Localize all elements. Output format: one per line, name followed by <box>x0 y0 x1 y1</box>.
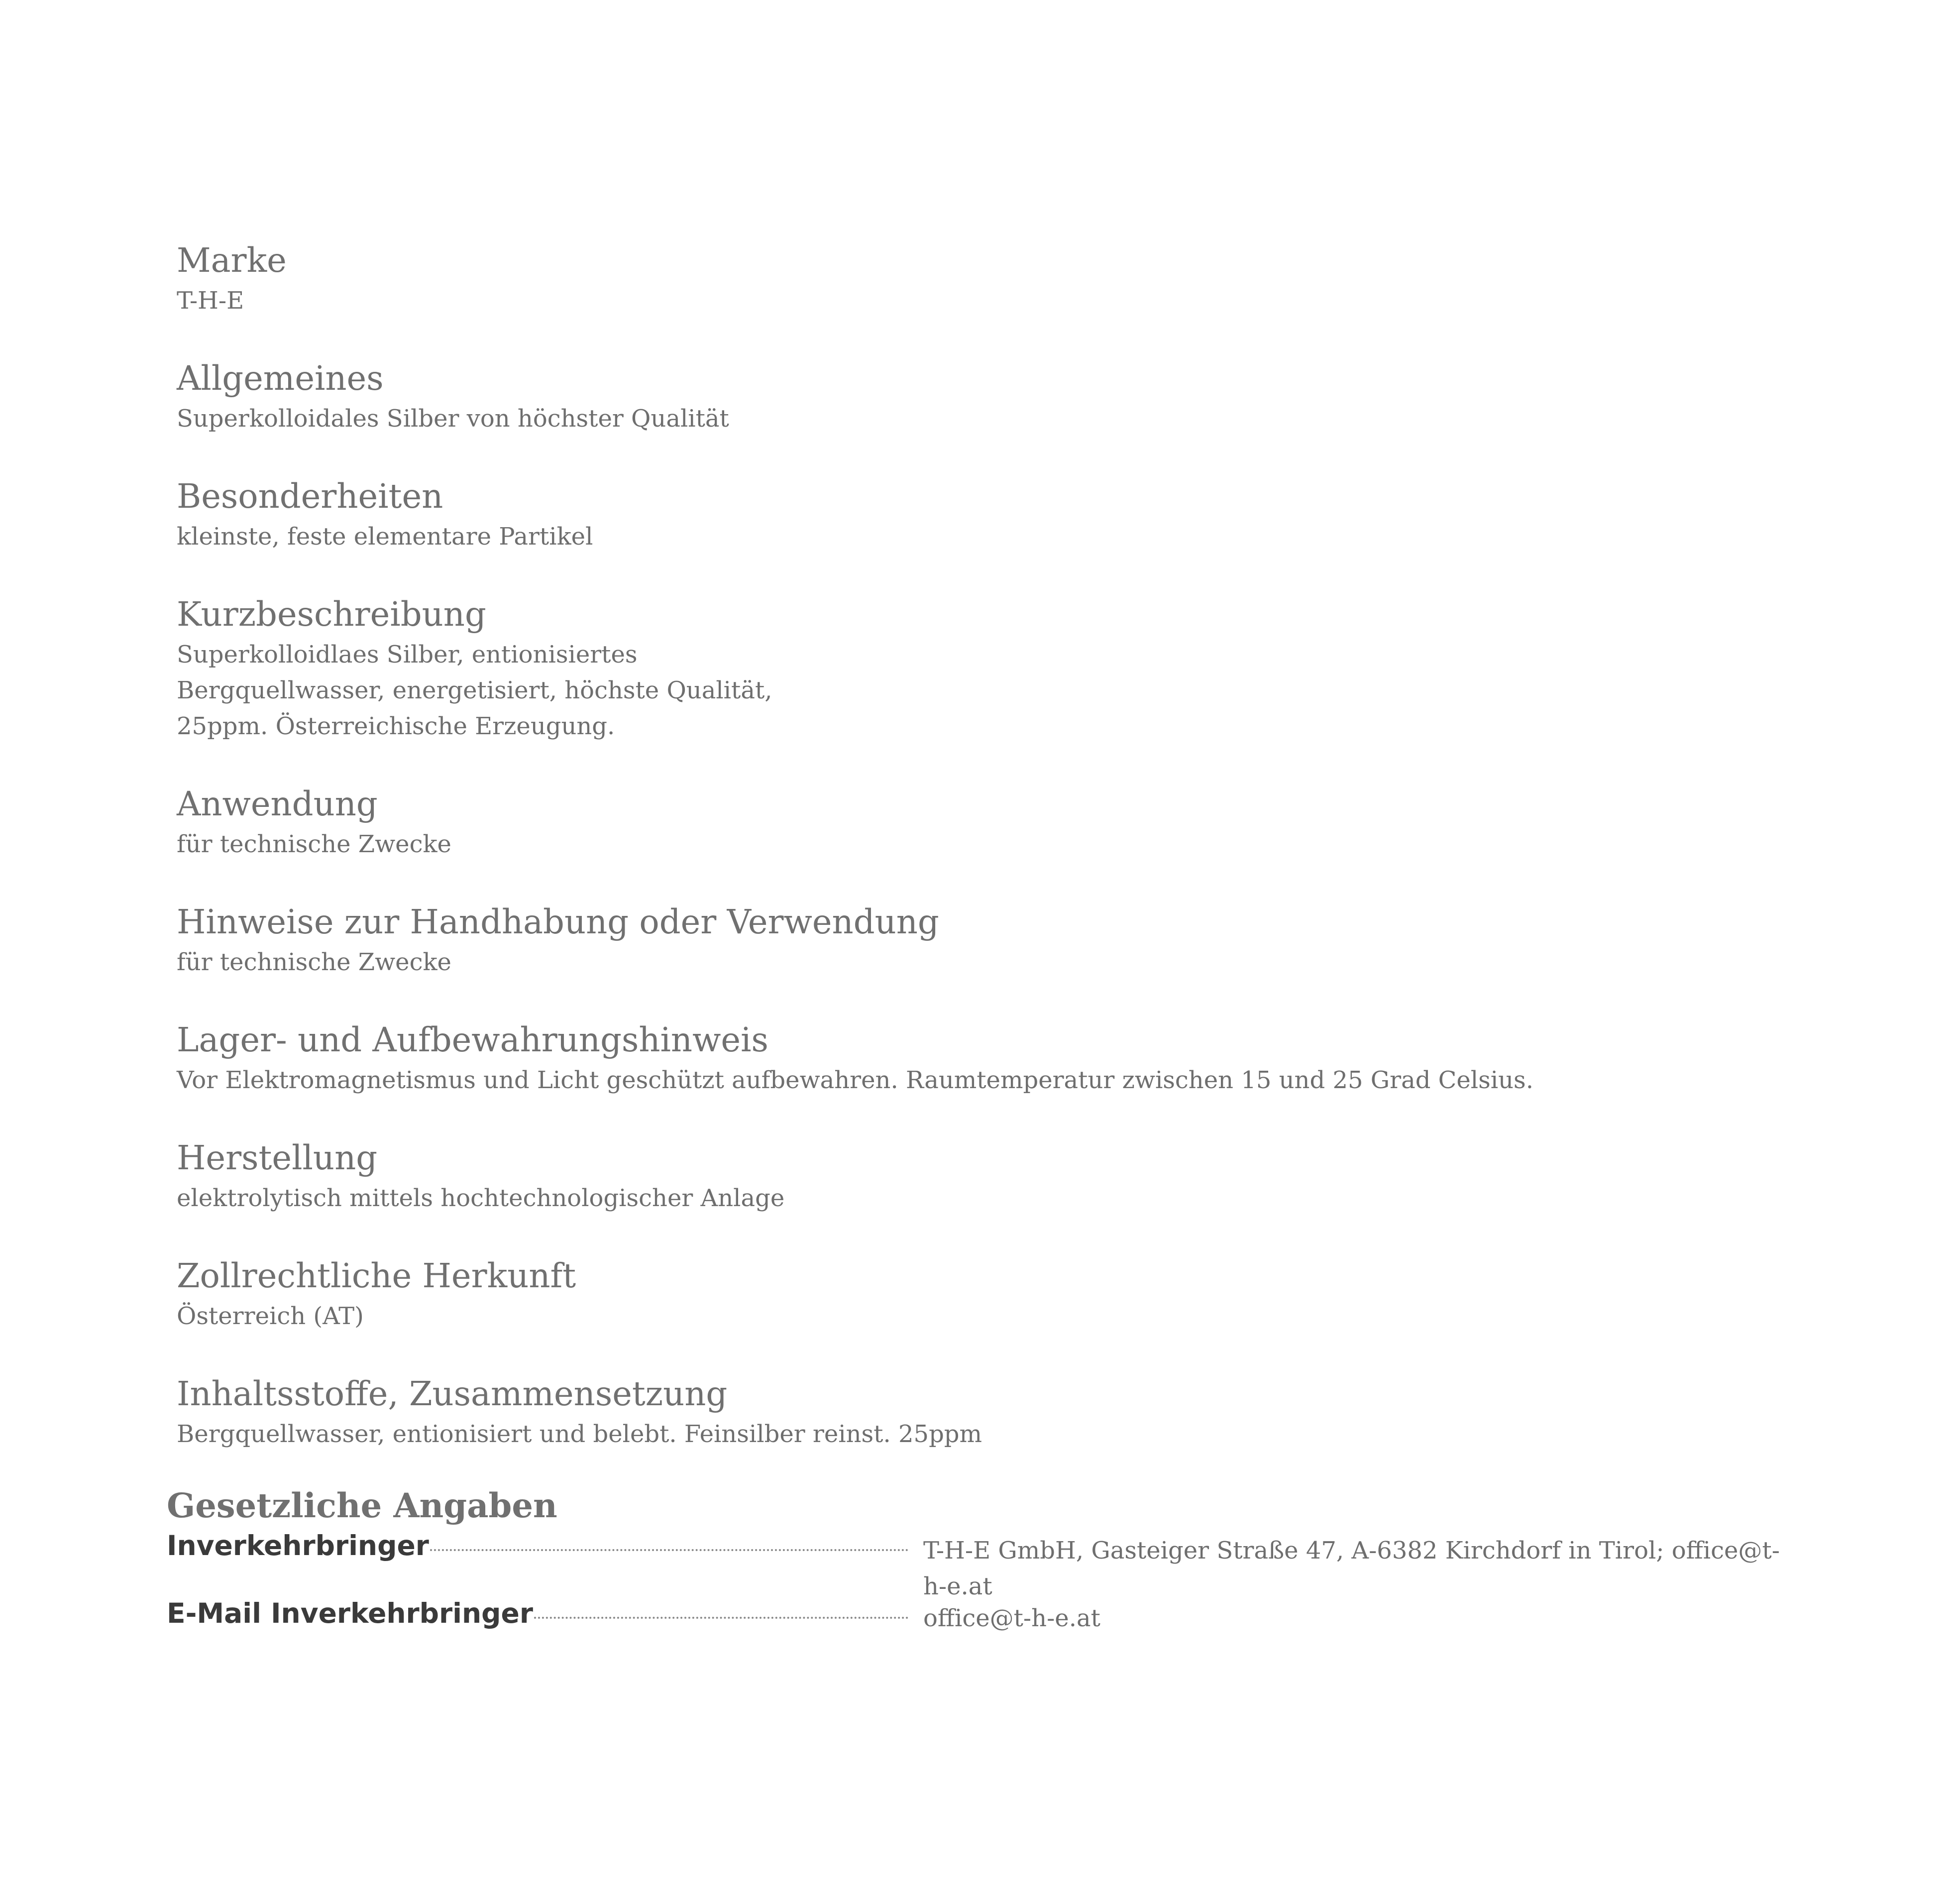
section-heading: Herstellung <box>177 1138 378 1177</box>
legal-row-email <box>167 1595 1784 1636</box>
section-inhaltsstoffe <box>177 1371 1819 1452</box>
legal-value: office@t-h-e.at <box>923 1604 1100 1632</box>
section-text: T-H-E <box>177 287 244 315</box>
dotted-leader <box>534 1617 908 1619</box>
legal-label: Inverkehrbringer <box>167 1530 429 1562</box>
section-heading: Hinweise zur Handhabung oder Verwendung <box>177 902 939 941</box>
section-herstellung <box>177 1135 1819 1216</box>
legal-label-wrap <box>167 1595 913 1631</box>
section-text: Bergquellwasser, entionisiert und belebt. Feinsilber reinst. 25ppm <box>177 1420 982 1448</box>
section-text: Superkolloidales Silber von höchster Qualität <box>177 405 729 433</box>
section-herkunft <box>177 1253 1819 1334</box>
section-heading: Zollrechtliche Herkunft <box>177 1256 576 1295</box>
section-text: kleinste, feste elementare Partikel <box>177 523 593 551</box>
section-heading: Lager- und Aufbewahrungshinweis <box>177 1020 768 1059</box>
section-anwendung <box>177 782 1819 862</box>
legal-heading: Gesetzliche Angaben <box>167 1486 557 1525</box>
section-heading: Anwendung <box>177 784 378 823</box>
product-sections <box>177 238 1819 1489</box>
legal-info <box>167 1486 1809 1636</box>
section-heading: Marke <box>177 241 287 280</box>
section-text: für technische Zwecke <box>177 948 451 976</box>
section-text: Superkolloidlaes Silber, entionisiertes Bergquellwasser, energetisiert, höchste Qualität, 25ppm. Österreichische Erzeugung. <box>177 641 772 740</box>
section-text: für technische Zwecke <box>177 830 451 858</box>
section-heading: Inhaltsstoffe, Zusammensetzung <box>177 1374 728 1413</box>
dotted-leader <box>430 1549 908 1551</box>
legal-label: E-Mail Inverkehrbringer <box>167 1597 533 1629</box>
legal-label-wrap <box>167 1528 913 1564</box>
section-besonderheiten <box>177 474 1819 555</box>
section-hinweise <box>177 899 1819 980</box>
section-kurzbeschreibung <box>177 592 1819 744</box>
section-heading: Allgemeines <box>177 359 384 398</box>
section-text: elektrolytisch mittels hochtechnologischer Anlage <box>177 1184 785 1212</box>
section-text: Vor Elektromagnetismus und Licht geschützt aufbewahren. Raumtemperatur zwischen 15 und 25 Grad Celsius. <box>177 1066 1533 1094</box>
section-lager <box>177 1017 1819 1098</box>
section-heading: Kurzbeschreibung <box>177 595 486 634</box>
legal-row-inverkehrbringer <box>167 1528 1784 1604</box>
legal-value: T-H-E GmbH, Gasteiger Straße 47, A-6382 Kirchdorf in Tirol; office@t-h-e.at <box>923 1537 1780 1600</box>
section-marke <box>177 238 1819 319</box>
section-allgemeines <box>177 356 1819 437</box>
section-text: Österreich (AT) <box>177 1302 364 1330</box>
section-heading: Besonderheiten <box>177 477 443 516</box>
